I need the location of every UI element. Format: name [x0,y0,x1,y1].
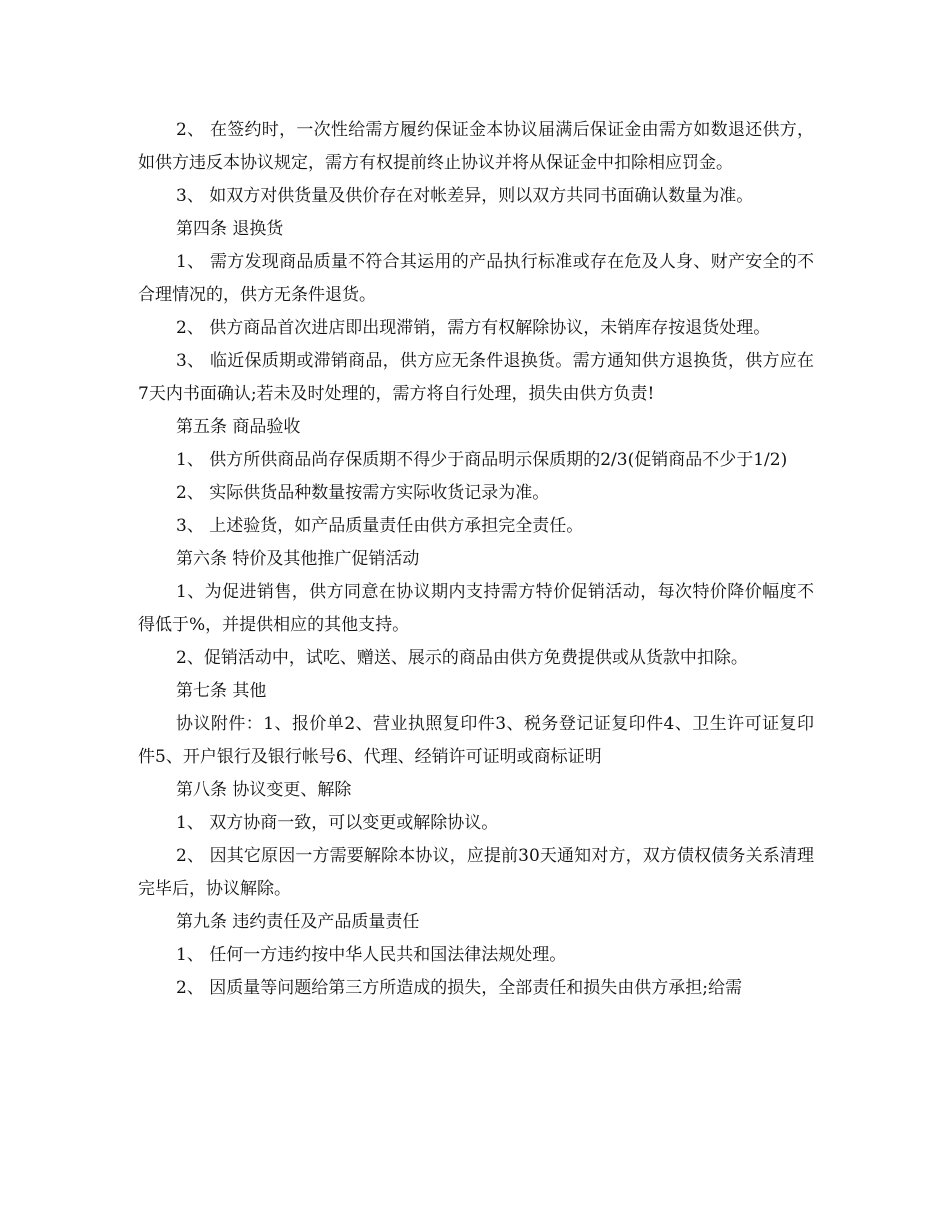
paragraph-mutual-change: 1、 双方协商一致，可以变更或解除协议。 [176,813,499,833]
section-heading-returns: 第四条 退换货 [176,219,284,239]
paragraph-deposit: 2、 在签约时，一次性给需方履约保证金本协议届满后保证金由需方如数退还供方，如供方违反本协议规定，需方有权提前终止协议并将从保证金中扣除相应罚金。 [138,120,814,173]
paragraph-termination-notice: 2、 因其它原因一方需要解除本协议，应提前30天通知对方，双方债权债务关系清理完毕后，协议解除。 [138,846,814,899]
section-heading-inspection: 第五条 商品验收 [176,417,301,437]
paragraph-receipt-record: 2、 实际供货品种数量按需方实际收货记录为准。 [176,483,550,503]
paragraph-third-party-loss: 2、 因质量等问题给第三方所造成的损失，全部责任和损失由供方承担;给需 [176,978,742,998]
paragraph-expiry-return: 3、 临近保质期或滞销商品，供方应无条件退换货。需方通知供方退换货，供方应在7天内书面确认;若未及时处理的，需方将自行处理，损失由供方负责! [138,351,814,404]
paragraph-quality-return: 1、 需方发现商品质量不符合其运用的产品执行标准或存在危及人身、财产安全的不合理情况的，供方无条件退货。 [138,252,814,305]
paragraph-quality-liability: 3、 上述验货，如产品质量责任由供方承担完全责任。 [176,516,584,536]
paragraph-special-price: 1、为促进销售，供方同意在协议期内支持需方特价促销活动，每次特价降价幅度不得低于%，并提供相应的其他支持。 [138,582,814,635]
section-heading-liability: 第九条 违约责任及产品质量责任 [176,912,420,932]
section-heading-promotion: 第六条 特价及其他推广促销活动 [176,549,420,569]
paragraph-promo-goods: 2、促销活动中，试吃、赠送、展示的商品由供方免费提供或从货款中扣除。 [176,648,748,668]
paragraph-reconciliation: 3、 如双方对供货量及供价存在对帐差异，则以双方共同书面确认数量为准。 [176,186,754,206]
document-page [138,114,814,1005]
section-heading-other: 第七条 其他 [176,681,267,701]
paragraph-breach-law: 1、 任何一方违约按中华人民共和国法律法规处理。 [176,945,567,965]
paragraph-slow-selling: 2、 供方商品首次进店即出现滞销，需方有权解除协议，未销库存按退货处理。 [176,318,771,338]
paragraph-shelf-life: 1、 供方所供商品尚存保质期不得少于商品明示保质期的2/3(促销商品不少于1/2) [176,450,788,470]
section-heading-change: 第八条 协议变更、解除 [176,780,352,800]
paragraph-attachments: 协议附件：1、报价单2、营业执照复印件3、税务登记证复印件4、卫生许可证复印件5、开户银行及银行帐号6、代理、经销许可证明或商标证明 [138,714,814,767]
